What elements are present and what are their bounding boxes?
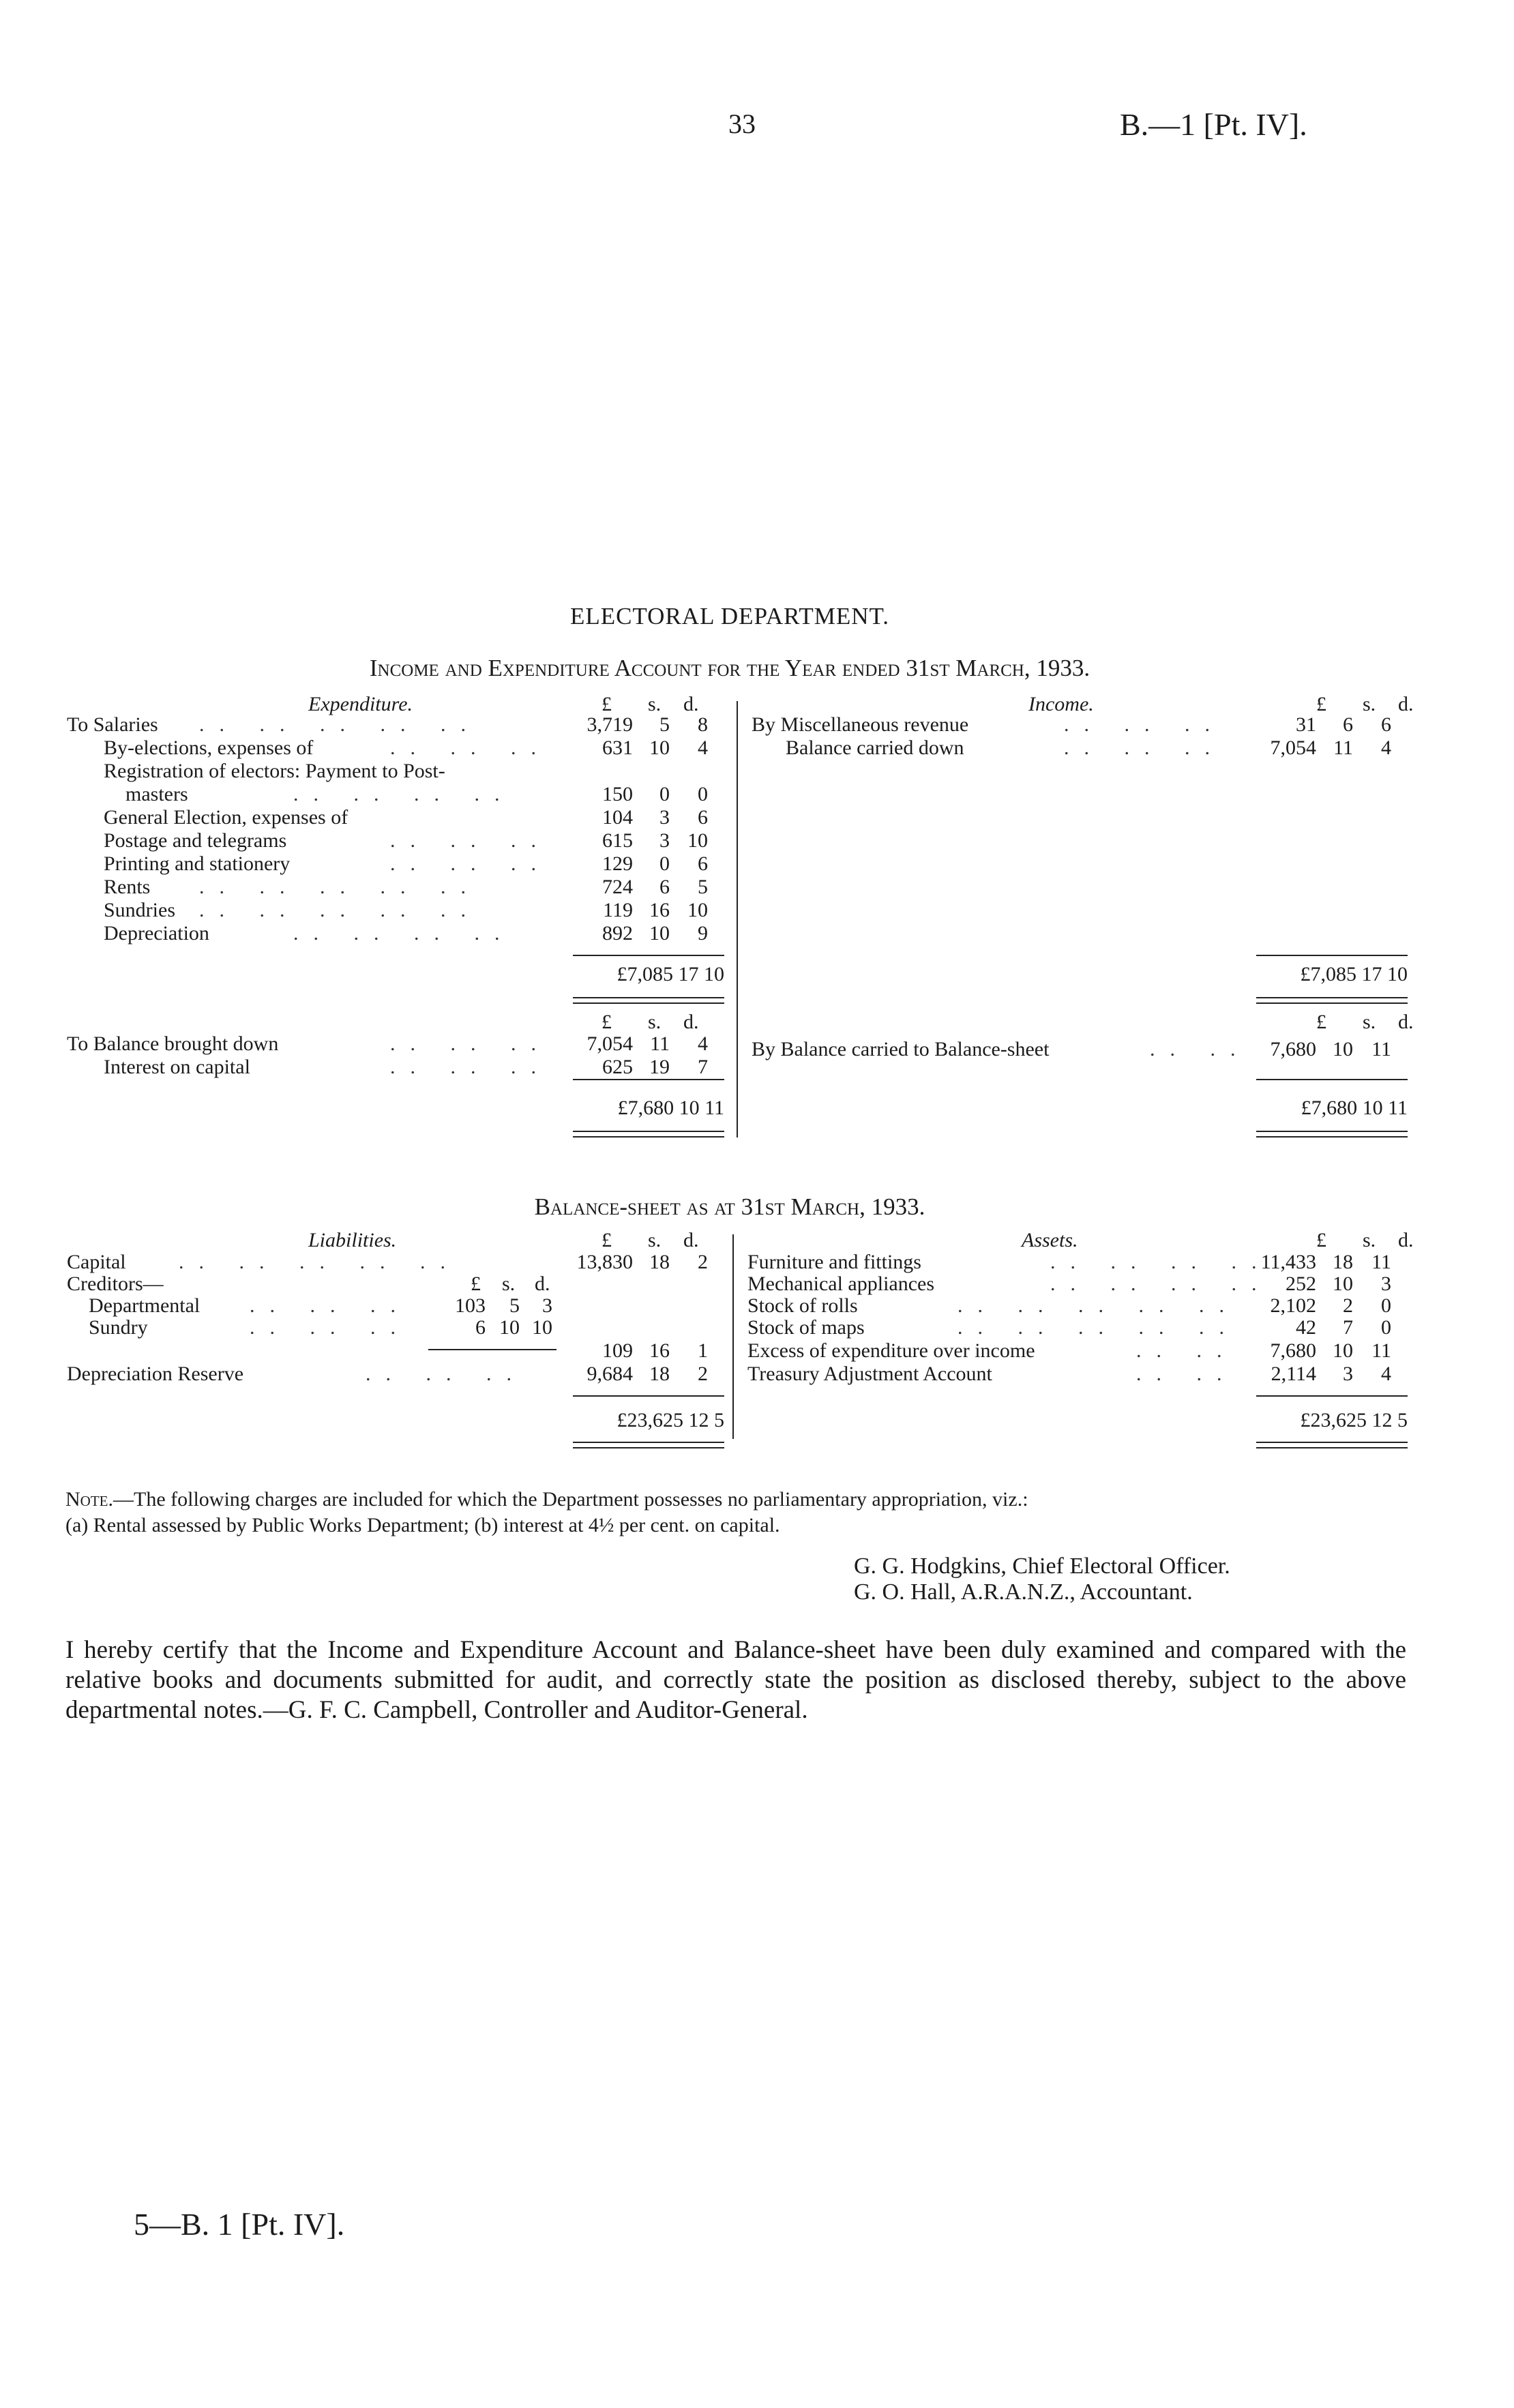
asset-row-shillings: 10 [1333, 1273, 1353, 1295]
currency-pence-header-2r: d. [1398, 1011, 1414, 1033]
bs-double-rule-right [1256, 1442, 1408, 1448]
liability-departmental-pounds: 103 [455, 1294, 486, 1317]
expenditure-row-pounds: 631 [602, 737, 633, 759]
liabilities-total: £23,625 12 5 [617, 1409, 724, 1431]
expenditure-row-pounds: 892 [602, 922, 633, 945]
expenditure-row-pence: 6 [698, 806, 708, 829]
asset-row-leader: .. .. .. .. [1050, 1273, 1272, 1295]
balance-double-rule-right [1256, 1131, 1408, 1138]
account-center-divider [737, 701, 738, 1138]
liability-departmental-pence: 3 [542, 1294, 552, 1317]
balance-right-row-pounds: 7,680 [1270, 1038, 1316, 1060]
liability-capital-pence: 2 [698, 1251, 708, 1273]
liability-departmental-label: Departmental [89, 1294, 201, 1317]
liability-sundry-label: Sundry [89, 1316, 148, 1339]
bs-pounds-header: £ [602, 1229, 612, 1251]
liability-capital-label: Capital [67, 1251, 126, 1273]
liability-depreciation-pence: 2 [698, 1363, 708, 1385]
expenditure-row-label: By-elections, expenses of [104, 737, 314, 759]
expenditure-row-pounds: 724 [602, 876, 633, 898]
currency-pounds-header-2r: £ [1316, 1011, 1326, 1033]
balance-total-right: £7,680 10 11 [1301, 1097, 1408, 1119]
asset-row-leader: .. .. [1136, 1339, 1237, 1362]
liability-sundry-shillings: 10 [499, 1316, 520, 1339]
auditor-certificate: I hereby certify that the Income and Expenditure Account and Balance-sheet have been duly examined and compared with the relative books and documents submitted for audit, and correctly state the position as disclosed thereby, subject to the above departmental notes.—G. F. C. Campbell, Controller and Auditor-General. [65, 1636, 1406, 1724]
subtotal-rule-left [573, 955, 724, 956]
asset-row-pounds: 11,433 [1260, 1251, 1316, 1273]
creditors-total-pence: 1 [698, 1339, 708, 1362]
liabilities-heading: Liabilities. [308, 1229, 397, 1251]
income-total: £7,085 17 10 [1300, 963, 1408, 985]
asset-row-leader: .. .. .. .. .. [958, 1316, 1239, 1339]
asset-row-leader: .. .. .. .. [1050, 1251, 1272, 1273]
creditors-shillings-header: s. [502, 1273, 516, 1295]
expenditure-row-label: masters [125, 783, 188, 805]
asset-row-pence: 0 [1381, 1294, 1391, 1317]
asset-row-label: Excess of expenditure over income [747, 1339, 1035, 1362]
expenditure-row-pence: 8 [698, 713, 708, 736]
liability-sundry-pounds: 6 [475, 1316, 486, 1339]
expenditure-row-label: To Salaries [67, 713, 158, 736]
currency-pounds-header: £ [602, 693, 612, 715]
note-lead: Note. [65, 1488, 113, 1511]
asset-row-pounds: 252 [1286, 1273, 1316, 1295]
currency-pounds-header-2: £ [602, 1011, 612, 1033]
income-expenditure-title: Income and Expenditure Account for the Year ended 31st March, 1933. [369, 655, 1090, 681]
asset-row-pounds: 7,680 [1270, 1339, 1316, 1362]
subtotal-rule-right [1256, 955, 1408, 956]
note-text-2: (a) Rental assessed by Public Works Department; (b) interest at 4½ per cent. on capital. [65, 1514, 780, 1536]
balance-sheet-divider [732, 1234, 734, 1439]
expenditure-row-pence: 9 [698, 922, 708, 945]
expenditure-row-shillings: 0 [659, 783, 670, 805]
asset-row-shillings: 7 [1343, 1316, 1353, 1339]
currency-shillings-header-2r: s. [1363, 1011, 1376, 1033]
expenditure-row-label: Printing and stationery [104, 852, 291, 875]
total-double-rule-right [1256, 997, 1408, 1004]
balance-right-row-leader: .. .. [1150, 1038, 1251, 1060]
expenditure-row-pence: 0 [698, 783, 708, 805]
currency-pence-header-2: d. [683, 1011, 699, 1033]
creditors-pounds-header: £ [471, 1273, 481, 1295]
income-row-shillings: 6 [1343, 713, 1353, 736]
expenditure-row-leader: .. .. .. [390, 852, 551, 875]
expenditure-row-shillings: 3 [659, 829, 670, 852]
liability-depreciation-shillings: 18 [649, 1363, 670, 1385]
currency-shillings-header: s. [648, 693, 662, 715]
asset-row-shillings: 18 [1333, 1251, 1353, 1273]
expenditure-row-leader: .. .. .. .. [293, 783, 515, 805]
liability-creditors-label: Creditors— [67, 1273, 164, 1295]
expenditure-row-pounds: 129 [602, 852, 633, 875]
note-text-1: —The following charges are included for which the Department possesses no parliamentary appropriation, viz.: [113, 1488, 1028, 1511]
liability-capital-shillings: 18 [649, 1251, 670, 1273]
asset-row-shillings: 3 [1343, 1363, 1353, 1385]
expenditure-row-pounds: 119 [603, 899, 633, 921]
liability-capital-pounds: 13,830 [576, 1251, 633, 1273]
creditors-total-shillings: 16 [649, 1339, 670, 1362]
department-title: ELECTORAL DEPARTMENT. [569, 603, 890, 629]
bs-total-rule-right [1256, 1395, 1408, 1397]
creditors-total-pounds: 109 [602, 1339, 633, 1362]
expenditure-row-pence: 5 [698, 876, 708, 898]
bs-pence-header: d. [683, 1229, 699, 1251]
expenditure-row-label: Depreciation [104, 922, 209, 945]
bs-total-rule-left [573, 1395, 724, 1397]
income-row-leader: .. .. .. [1064, 737, 1225, 759]
total-double-rule-left [573, 997, 724, 1004]
expenditure-row-shillings: 5 [659, 713, 670, 736]
currency-pounds-header-right: £ [1316, 693, 1326, 715]
footer-reference: 5—B. 1 [Pt. IV]. [134, 2207, 345, 2242]
expenditure-row-leader: .. .. .. .. .. [199, 899, 481, 921]
creditors-subtotal-rule [428, 1349, 556, 1350]
balance-left-row-label: To Balance brought down [67, 1032, 279, 1055]
expenditure-row-shillings: 10 [649, 922, 670, 945]
balance-right-row-shillings: 10 [1333, 1038, 1353, 1060]
asset-row-pounds: 42 [1296, 1316, 1316, 1339]
balance-left-row-pounds: 625 [602, 1056, 633, 1078]
asset-row-label: Treasury Adjustment Account [747, 1363, 992, 1385]
departmental-note [65, 1487, 1402, 1539]
currency-pence-header: d. [683, 693, 699, 715]
asset-row-leader: .. .. [1136, 1363, 1237, 1385]
balance-left-row-shillings: 19 [649, 1056, 670, 1078]
income-row-pounds: 7,054 [1270, 737, 1316, 759]
expenditure-row-shillings: 16 [649, 899, 670, 921]
bs-double-rule-left [573, 1442, 724, 1448]
bs-pence-header-right: d. [1398, 1229, 1414, 1251]
asset-row-leader: .. .. .. .. .. [958, 1294, 1239, 1317]
bs-pounds-header-right: £ [1316, 1229, 1326, 1251]
expenditure-row-label: Registration of electors: Payment to Post- [104, 760, 445, 782]
balance-right-row-label: By Balance carried to Balance-sheet [752, 1038, 1050, 1060]
balance-double-rule-left [573, 1131, 724, 1138]
asset-row-label: Mechanical appliances [747, 1273, 935, 1295]
expenditure-row-pence: 6 [698, 852, 708, 875]
asset-row-pence: 0 [1381, 1316, 1391, 1339]
asset-row-pence: 11 [1371, 1339, 1391, 1362]
page-number: 33 [728, 108, 756, 139]
expenditure-row-shillings: 6 [659, 876, 670, 898]
income-row-shillings: 11 [1333, 737, 1353, 759]
income-row-label: By Miscellaneous revenue [752, 713, 969, 736]
asset-row-shillings: 10 [1333, 1339, 1353, 1362]
asset-row-label: Furniture and fittings [747, 1251, 921, 1273]
balance-left-row-pounds: 7,054 [587, 1032, 633, 1055]
expenditure-heading: Expenditure. [308, 693, 413, 715]
signature-accountant: G. O. Hall, A.R.A.N.Z., Accountant. [854, 1579, 1193, 1605]
bs-shillings-header-right: s. [1363, 1229, 1376, 1251]
expenditure-row-leader: .. .. .. .. .. [199, 876, 481, 898]
expenditure-row-pounds: 615 [602, 829, 633, 852]
expenditure-total: £7,085 17 10 [617, 963, 724, 985]
expenditure-row-leader: .. .. .. [390, 829, 551, 852]
income-row-leader: .. .. .. [1064, 713, 1225, 736]
asset-row-pence: 3 [1381, 1273, 1391, 1295]
expenditure-row-shillings: 0 [659, 852, 670, 875]
income-row-pence: 6 [1381, 713, 1391, 736]
balance-sheet-title: Balance-sheet as at 31st March, 1933. [534, 1193, 925, 1220]
asset-row-shillings: 2 [1343, 1294, 1353, 1317]
expenditure-row-pounds: 104 [602, 806, 633, 829]
expenditure-row-pence: 4 [698, 737, 708, 759]
expenditure-row-shillings: 3 [659, 806, 670, 829]
assets-total: £23,625 12 5 [1300, 1409, 1408, 1431]
income-row-pence: 4 [1381, 737, 1391, 759]
assets-heading: Assets. [1022, 1229, 1078, 1251]
balance-right-row-pence: 11 [1371, 1038, 1391, 1060]
liability-sundry-pence: 10 [532, 1316, 552, 1339]
asset-row-label: Stock of rolls [747, 1294, 858, 1317]
currency-shillings-header-right: s. [1363, 693, 1376, 715]
asset-row-pence: 11 [1371, 1251, 1391, 1273]
income-row-label: Balance carried down [786, 737, 964, 759]
balance-total-left: £7,680 10 11 [617, 1097, 724, 1119]
balance-left-row-leader: .. .. .. [390, 1056, 551, 1078]
signature-chief-electoral-officer: G. G. Hodgkins, Chief Electoral Officer. [854, 1554, 1230, 1579]
balance-rule-left [573, 1079, 724, 1080]
expenditure-row-label: General Election, expenses of [104, 806, 348, 829]
income-row-pounds: 31 [1296, 713, 1316, 736]
creditors-pence-header: d. [535, 1273, 550, 1295]
currency-pence-header-right: d. [1398, 693, 1414, 715]
expenditure-row-label: Postage and telegrams [104, 829, 287, 852]
income-heading: Income. [1028, 693, 1094, 715]
expenditure-row-pounds: 3,719 [587, 713, 633, 736]
asset-row-pence: 4 [1381, 1363, 1391, 1385]
document-reference: B.—1 [Pt. IV]. [1120, 107, 1307, 142]
expenditure-row-leader: .. .. .. [390, 737, 551, 759]
balance-left-row-pence: 4 [698, 1032, 708, 1055]
expenditure-row-pence: 10 [687, 829, 708, 852]
balance-left-row-leader: .. .. .. [390, 1032, 551, 1055]
expenditure-row-shillings: 10 [649, 737, 670, 759]
balance-left-row-label: Interest on capital [104, 1056, 250, 1078]
asset-row-pounds: 2,114 [1271, 1363, 1316, 1385]
liability-depreciation-label: Depreciation Reserve [67, 1363, 244, 1385]
expenditure-row-label: Rents [104, 876, 151, 898]
currency-shillings-header-2: s. [648, 1011, 662, 1033]
balance-rule-right [1256, 1079, 1408, 1080]
asset-row-pounds: 2,102 [1270, 1294, 1316, 1317]
bs-shillings-header: s. [648, 1229, 662, 1251]
balance-left-row-shillings: 11 [650, 1032, 670, 1055]
liability-depreciation-pounds: 9,684 [587, 1363, 633, 1385]
expenditure-row-leader: .. .. .. .. .. [199, 713, 481, 736]
expenditure-row-leader: .. .. .. .. [293, 922, 515, 945]
liability-departmental-shillings: 5 [509, 1294, 520, 1317]
asset-row-label: Stock of maps [747, 1316, 865, 1339]
expenditure-row-label: Sundries [104, 899, 175, 921]
expenditure-row-pounds: 150 [602, 783, 633, 805]
expenditure-row-pence: 10 [687, 899, 708, 921]
balance-left-row-pence: 7 [698, 1056, 708, 1078]
